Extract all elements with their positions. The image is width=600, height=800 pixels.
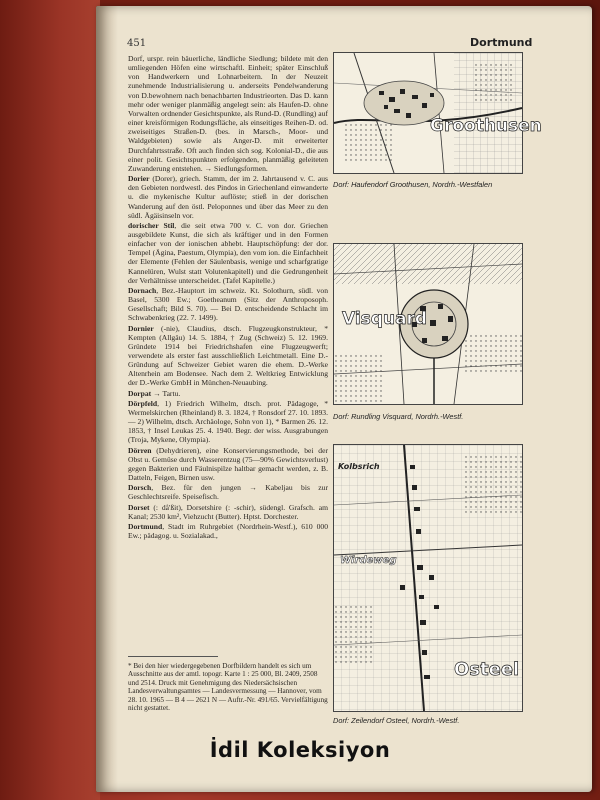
page-number: 451: [127, 38, 147, 49]
entry-text: (Dorer), griech. Stamm, der im 2. Jahrtausend v. C. aus den Gebieten nordwestl. des Pindos in Griechenland einwanderte u. die mykenische Kultur auflöste; stieß in der dorischen Wanderung auf den östl. Peloponnes und über das Meer zu den südl. Ägäisinseln vor.: [128, 174, 328, 220]
book-cover-edge: [0, 0, 100, 800]
caption-text: Rundling Visquard, Nordrh.-Westf.: [351, 412, 464, 421]
page-gutter-shadow: [96, 6, 118, 792]
entry-text: , Bez.-Hauptort im schweiz. Kt. Solothurn, südl. von Basel, 5300 Ew.; Goetheanum (Sitz der Anthroposoph. Gesellschaft; Bild S. 70). — Bei D. entscheidende Schlacht im Schwabenkrieg (22. 7. 1499).: [128, 285, 328, 323]
entry-head: Dorset: [128, 502, 150, 512]
caption-prefix: Dorf:: [333, 412, 350, 421]
caption-visquard: [333, 412, 573, 421]
map-osteel: [333, 444, 523, 712]
map-sublabel-kolbsrich: Kolbsrich: [338, 462, 380, 471]
entry-head: dorischer Stil: [128, 220, 175, 230]
entry-dorier: [128, 174, 328, 220]
map-sublabel-wirdeweg: Wirdeweg: [340, 555, 397, 566]
map-groothusen: [333, 52, 542, 174]
entry-head: Dornach: [128, 285, 157, 295]
caption-text: Zeilendorf Osteel, Nordrh.-Westf.: [351, 716, 460, 725]
caption-osteel: [333, 716, 573, 725]
map-visquard-drawing: [334, 244, 522, 404]
caption-groothusen: [333, 180, 573, 189]
entry-head: Dörren: [128, 445, 152, 455]
entry-head: Dörpfeld: [128, 398, 158, 408]
caption-prefix: Dorf:: [333, 180, 350, 189]
entry-dorf: [128, 54, 328, 173]
entry-dorset: [128, 503, 328, 521]
running-head: Dortmund: [470, 36, 533, 49]
caption-text: Haufendorf Groothusen, Nordrh.-Westfalen: [351, 180, 493, 189]
map-osteel-drawing: [334, 445, 522, 711]
entry-dorpat: [128, 389, 328, 398]
entry-text: → Tartu.: [151, 388, 181, 398]
entry-text: , die seit etwa 700 v. C. von dor. Griechen ausgebildete Kunst, die sich als kräftiger und in den Formen einfacher von der ionischen abhebt. Hauptschöpfung: der dor. Tempel (Ägina, Paestum, Olympia), den vom ion. die Einfachheit der Elemente (Fehlen der Säulenbasis, wenige und scharfgratige Kannelüren, Wulst statt Volutenkapitell) und die Gedrungenheit der Verhältnisse unterscheidet. (Tafel Kapitelle.): [128, 220, 328, 285]
footnote-rule: [128, 656, 218, 657]
entry-text: Dorf, urspr. rein bäuerliche, ländliche Siedlung; bildete mit den umliegenden Höfen eine wirtschaftl. Einheit; später Einschluß von Handwerkern und Lohnarbeitern. In der Neuzeit zunehmende Industrialisierung u. anderseits Pendelwanderung von D.bewohnern nach benachbarten Industrieorten. Das D. kann mehr oder weniger planmäßig angelegt sein: als Haufen-D. ohne Vorwalten ordnender Gesichtspunkte, als Rund-D. (Rundling) auf einer kreisförmigen Rodungsfläche, als einseitiges Reihen-D. od. zweiseitiges Straßen-D. (bes. in Marsch-, Moor- und Waldgebieten) sowie als Anger-D. mit erweiterter Durchfahrtsstraße. Oft auch finden sich sog. Kolonial-D., die aus einer polit. Gesichtspunkten erfolgenden, planmäßig geleiteten Zuwanderung entstehen. → Siedlungsformen.: [128, 54, 328, 173]
dictionary-text-column: [128, 54, 328, 694]
entry-head: Dortmund: [128, 521, 163, 531]
entry-dornach: [128, 286, 328, 323]
entry-head: Dorier: [128, 174, 150, 184]
entry-text: (: då'ßit), Dorsetshire (: -schir), südengl. Grafsch. am Kanal; 2530 km², Viehzucht (Butter). Hptst. Dorchester.: [128, 502, 328, 521]
entry-dornier: [128, 324, 328, 388]
entry-doerren: [128, 446, 328, 483]
caption-prefix: Dorf:: [333, 716, 350, 725]
entry-dorischer-stil: [128, 221, 328, 285]
footnote: * Bei den hier wiedergegebenen Dorfbildern handelt es sich um Ausschnitte aus der amtl. topogr. Karte 1 : 25 000, Bl. 2409, 2508 und 2514. Druck mit Genehmigung des Niedersächsischen Landesverwaltungsamtes — Landesvermessung — Hannover, vom 28. 10. 1965 — B 4 — 2621 N — Auftr.-Nr. 491/65. Vervielfältigung nicht gestattet.: [128, 662, 328, 713]
entry-doerpfeld: [128, 399, 328, 445]
entry-dorsch: [128, 483, 328, 501]
entry-text: (-nie), Claudius, dtsch. Flugzeugkonstrukteur, * Kempten (Allgäu) 14. 5. 1884, † Zug (Schweiz) 5. 12. 1969. Gründete 1914 bei Friedrichshafen eine Flugzeugwerft; verwendete als erster fast ausschließlich Leichtmetall. Eine D.-Gründung auf Schweizer Gebiet waren die ehem. D.-Werke Altenrhein am Bodensee. Nach dem 2. Weltkrieg Entwicklung der D.-Werke GmbH in München-Neuaubing.: [128, 323, 328, 388]
entry-text: , Stadt im Ruhrgebiet (Nordrhein-Westf.), 610 000 Ew.; pädagog. u. Sozialakad.,: [128, 521, 328, 540]
entry-text: (Dehydrieren), eine Konservierungsmethode, bei der Obst u. Gemüse durch Wasserentzug (75—90% Gewichtsverlust) gegen Bakterien und Fäulnispilze haltbar gemacht werden, z. B. Datteln, Feigen, Birnen usw.: [128, 445, 328, 483]
map-label-groothusen: Groothusen: [430, 116, 542, 136]
map-groothusen-drawing: [334, 53, 542, 173]
entry-text: , Bez. für den jungen → Kabeljau bis zur Geschlechtsreife. Speisefisch.: [128, 483, 328, 502]
map-label-visquard: Visquard: [342, 309, 428, 329]
entry-head: Dorpat: [128, 388, 152, 398]
entry-head: Dorsch: [128, 483, 152, 493]
entry-head: Dornier: [128, 323, 154, 333]
map-visquard: [333, 243, 523, 405]
entry-dortmund: [128, 522, 328, 540]
watermark: İdil Koleksiyon: [209, 738, 391, 762]
entry-text: , 1) Friedrich Wilhelm, dtsch. prot. Pädagoge, * Wermelskirchen (Rheinland) 8. 3. 1824, † Ronsdorf 27. 10. 1893. — 2) Wilhelm, dtsch. Archäologe, Sohn von 1), * Barmen 26. 12. 1853, † Insel Leukas 25. 4. 1940. Begr. der wiss. Ausgrabungen (Troja, Mykene, Olympia).: [128, 398, 328, 445]
map-label-osteel: Osteel: [454, 659, 520, 680]
